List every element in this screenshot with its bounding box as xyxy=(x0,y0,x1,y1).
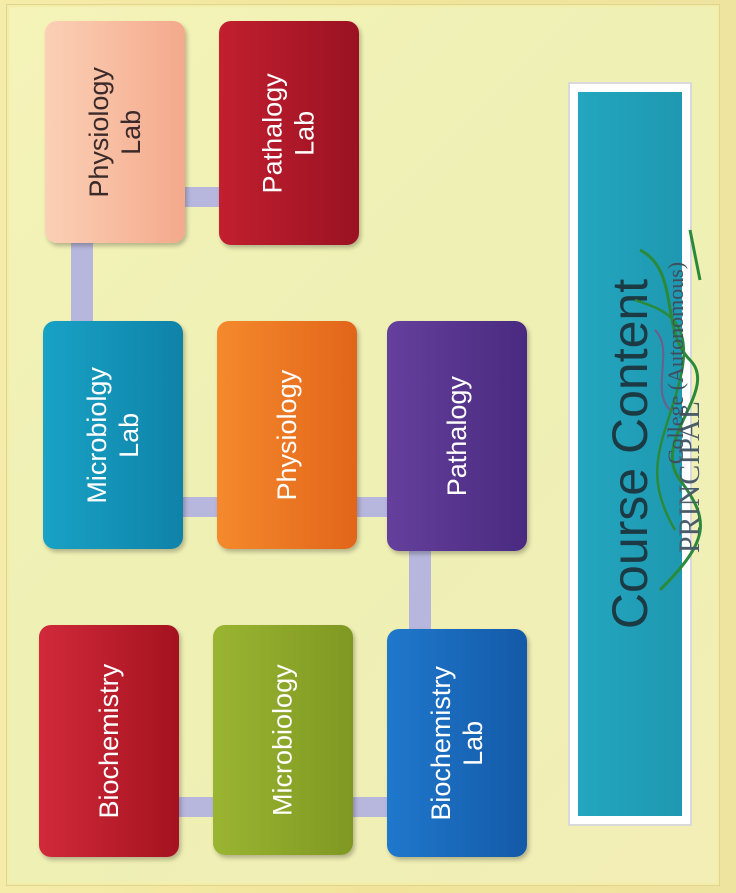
box-pathalogy xyxy=(387,321,527,551)
box-biochemistry-lab-label xyxy=(425,666,490,821)
label-line: Pathalogy xyxy=(441,375,472,497)
connector xyxy=(409,549,431,633)
diagram-title: Course Content xyxy=(602,278,659,630)
principal-stamp xyxy=(620,210,730,650)
box-pathalogy-lab-label xyxy=(257,73,322,193)
box-biochemistry-label xyxy=(93,664,125,819)
label-line: Microbiology xyxy=(267,664,298,816)
label-line: Pathalogy xyxy=(257,72,288,194)
stamp-college: College (Autonomous) xyxy=(663,261,689,465)
connector xyxy=(71,243,93,325)
box-microbiology-label xyxy=(267,664,299,816)
label-line: Microbiolgy xyxy=(81,366,112,504)
label-line: Lab xyxy=(290,110,320,156)
box-microbiology-lab-label xyxy=(81,367,146,504)
box-physiology-lab xyxy=(45,21,185,243)
box-biochemistry-lab xyxy=(387,629,527,857)
label-line: Lab xyxy=(115,109,146,155)
stamp-principal: PRINCIPAL xyxy=(673,400,707,554)
box-physiology-lab-label xyxy=(83,67,148,198)
label-line: Biochemistry xyxy=(425,665,456,821)
box-physiology xyxy=(217,321,357,549)
box-pathalogy-lab xyxy=(219,21,359,245)
label-line: Lab xyxy=(113,412,144,458)
box-pathalogy-label xyxy=(441,376,473,496)
label-line: Lab xyxy=(458,720,489,766)
label-line: Physiology xyxy=(271,369,302,501)
box-biochemistry xyxy=(39,625,179,857)
label-line: Biochemistry xyxy=(93,663,124,819)
box-microbiology xyxy=(213,625,353,855)
box-microbiology-lab xyxy=(43,321,183,549)
box-physiology-label xyxy=(271,370,303,501)
label-line: Physiology xyxy=(83,66,114,198)
